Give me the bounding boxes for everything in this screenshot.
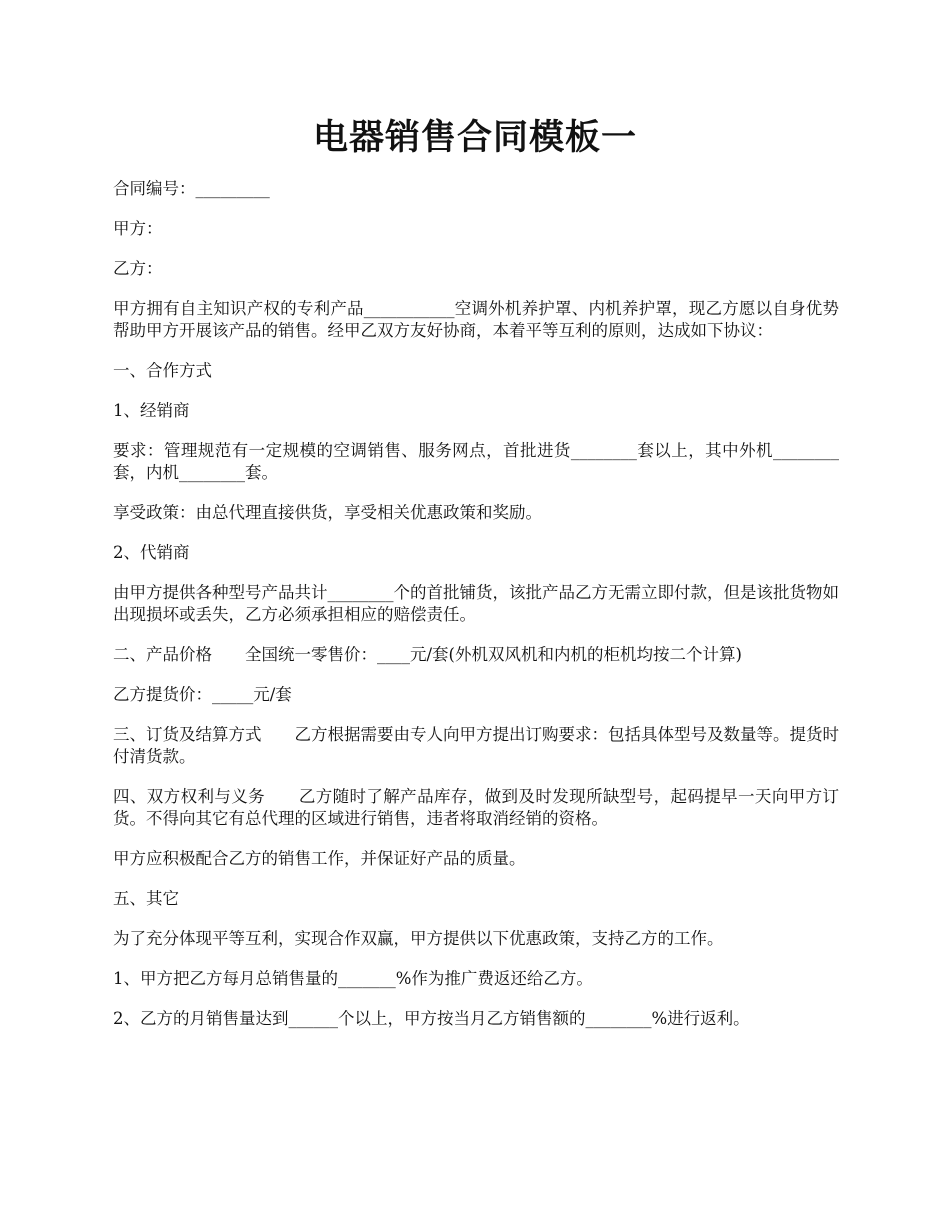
preferential-policy-intro: 为了充分体现平等互利，实现合作双赢，甲方提供以下优惠政策，支持乙方的工作。 xyxy=(113,929,724,948)
section-ordering-settlement: 三、订货及结算方式 乙方根据需要由专人向甲方提出订购要求：包括具体型号及数量等。提货时付清货款。 xyxy=(113,725,839,766)
consignment-terms: 由甲方提供各种型号产品共计________个的首批铺货，该批产品乙方无需立即付款，但是该批货物如出现损坏或丢失，乙方必须承担相应的赔偿责任。 xyxy=(113,583,839,624)
section-product-price: 二、产品价格 全国统一零售价：____元/套(外机双风机和内机的柜机均按二个计算) xyxy=(113,645,742,664)
subsection-distributor: 1、经销商 xyxy=(113,401,190,420)
document-title: 电器销售合同模板一 xyxy=(312,117,637,158)
subsection-consignment: 2、代销商 xyxy=(113,543,190,562)
contract-number-line: 合同编号：_________ xyxy=(113,179,270,198)
document-body xyxy=(113,178,839,1048)
distributor-requirements: 要求：管理规范有一定规模的空调销售、服务网点，首批进货________套以上，其中外机________套，内机________套。 xyxy=(113,441,839,482)
party-b-line: 乙方： xyxy=(113,259,163,278)
pickup-price-line: 乙方提货价：_____元/套 xyxy=(113,685,292,704)
party-a-line: 甲方： xyxy=(113,219,163,238)
preamble-paragraph: 甲方拥有自主知识产权的专利产品___________空调外机养护罩、内机养护罩，现乙方愿以自身优势帮助甲方开展该产品的销售。经甲乙双方友好协商，本着平等互利的原则，达成如下协议： xyxy=(113,299,839,340)
party-a-cooperation-clause: 甲方应积极配合乙方的销售工作，并保证好产品的质量。 xyxy=(113,849,526,868)
section-other: 五、其它 xyxy=(113,889,179,908)
policy-item-2: 2、乙方的月销售量达到______个以上，甲方按当月乙方销售额的________%进行返利。 xyxy=(113,1009,750,1028)
policy-item-1: 1、甲方把乙方每月总销售量的_______%作为推广费返还给乙方。 xyxy=(113,969,593,988)
section-rights-obligations: 四、双方权利与义务 乙方随时了解产品库存，做到及时发现所缺型号，起码提早一天向甲方订货。不得向其它有总代理的区域进行销售，违者将取消经销的资格。 xyxy=(113,787,839,828)
distributor-policy: 享受政策：由总代理直接供货，享受相关优惠政策和奖励。 xyxy=(113,503,542,522)
section-heading-cooperation: 一、合作方式 xyxy=(113,361,212,380)
